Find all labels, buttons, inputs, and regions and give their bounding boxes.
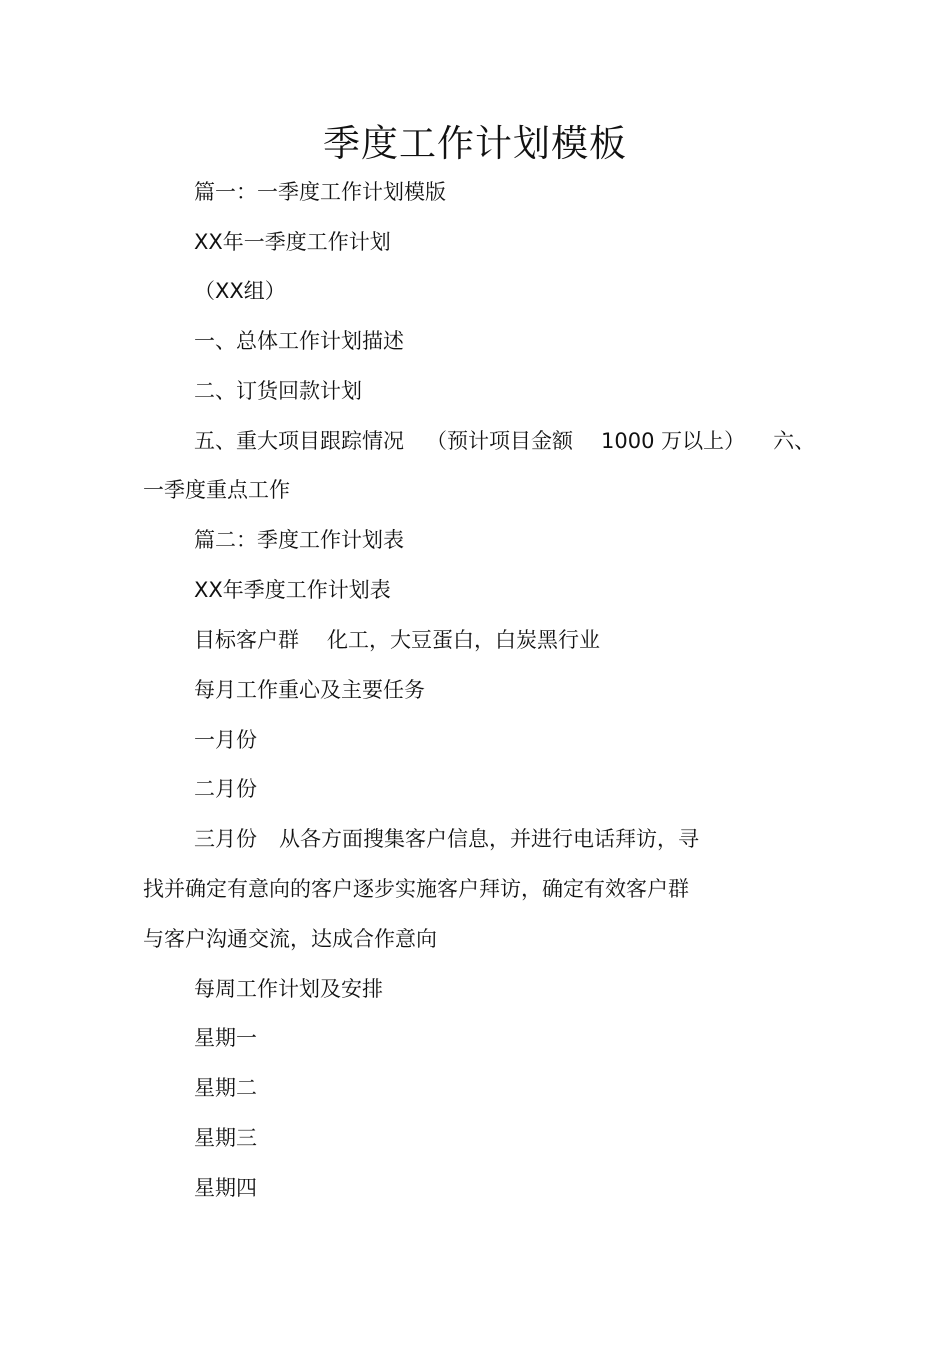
month-january: 一月份 [194, 728, 257, 752]
weekday-wednesday: 星期三 [194, 1126, 257, 1150]
project-line-part4: 六、 [773, 429, 816, 453]
march-task-continued-1: 找并确定有意向的客户逐步实施客户拜访，确定有效客户群 [143, 877, 689, 901]
weekday-thursday: 星期四 [194, 1176, 257, 1200]
month-february: 二月份 [194, 777, 257, 801]
group-label: （XX组） [194, 279, 286, 303]
month-march-label: 三月份 [194, 827, 257, 851]
weekday-monday: 星期一 [194, 1026, 257, 1050]
item-major-projects [194, 426, 815, 456]
monthly-focus-heading: 每月工作重心及主要任务 [194, 678, 425, 702]
section-heading-1: 篇一：一季度工作计划模版 [194, 180, 446, 204]
project-line-part3: 1000 万以上） [601, 429, 746, 453]
march-task-continued-2: 与客户沟通交流，达成合作意向 [143, 927, 437, 951]
document-title: 季度工作计划模板 [323, 122, 627, 165]
target-customers-label: 目标客户群 [194, 628, 299, 652]
month-march-task: 从各方面搜集客户信息，并进行电话拜访，寻 [279, 827, 699, 851]
weekday-tuesday: 星期二 [194, 1076, 257, 1100]
target-customers-row [194, 625, 600, 655]
weekly-plan-heading: 每周工作计划及安排 [194, 977, 383, 1001]
plan-subtitle: XX年一季度工作计划 [194, 230, 391, 254]
item-order-payment-plan: 二、订货回款计划 [194, 379, 362, 403]
project-line-part1: 五、重大项目跟踪情况 [194, 429, 404, 453]
table-subtitle: XX年季度工作计划表 [194, 578, 391, 602]
item-key-work-continued: 一季度重点工作 [143, 478, 290, 502]
project-line-part2: （预计项目金额 [426, 429, 573, 453]
section-heading-2: 篇二：季度工作计划表 [194, 528, 404, 552]
month-march-row [194, 824, 699, 854]
target-customers-value: 化工，大豆蛋白，白炭黑行业 [327, 628, 600, 652]
item-overall-plan: 一、总体工作计划描述 [194, 329, 404, 353]
